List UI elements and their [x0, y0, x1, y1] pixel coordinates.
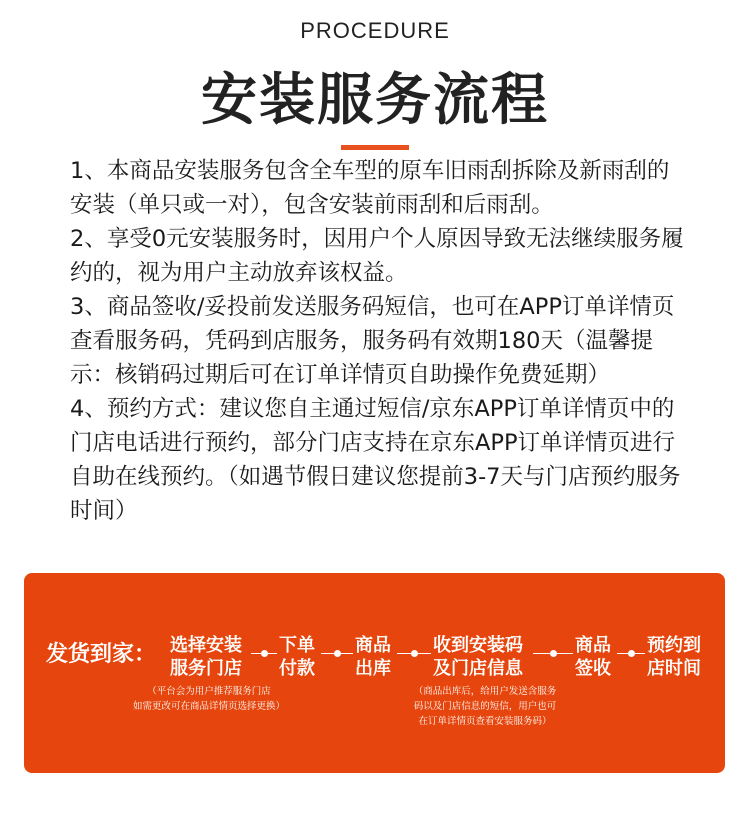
page-title: 安装服务流程	[201, 68, 549, 133]
flow-connector	[533, 653, 573, 654]
flow-note-line: （商品出库后，给用户发送含服务	[413, 686, 557, 697]
flow-note-store	[123, 684, 295, 714]
flow-step-line1: 商品	[575, 635, 611, 656]
flow-note-line: （平台会为用户推荐服务门店	[147, 686, 271, 697]
flow-note-line: 在订单详情页查看安装服务码）	[418, 716, 552, 727]
flow-step-line1: 选择安装	[170, 635, 242, 656]
term-paragraph-3: 3、商品签收/妥投前发送服务码短信，也可在APP订单详情页查看服务码，凭码到店服务，服务码有效期180天（温馨提示：核销码过期后可在订单详情页自助操作免费延期）	[70, 294, 675, 388]
flow-lead-label: 发货到家：	[46, 642, 157, 667]
section-eyebrow: PROCEDURE	[300, 18, 450, 43]
flow-step-line2: 服务门店	[170, 658, 242, 679]
flow-connector	[397, 653, 431, 654]
title-divider	[341, 145, 409, 150]
term-paragraph-2: 2、享受0元安装服务时，因用户个人原因导致无法继续服务履约的，视为用户主动放弃该权益。	[70, 226, 684, 286]
term-paragraph-1: 1、本商品安装服务包含全车型的原车旧雨刮拆除及新雨刮的安装（单只或一对），包含安装前雨刮和后雨刮。	[70, 158, 670, 218]
flow-step-order-pay	[279, 634, 315, 680]
flow-connector	[321, 653, 353, 654]
flow-step-sign-receipt	[575, 634, 611, 680]
terms-body	[70, 154, 690, 528]
flow-step-line1: 下单	[279, 635, 315, 656]
flow-step-line1: 预约到	[647, 635, 701, 656]
flow-step-line2: 付款	[279, 658, 315, 679]
flow-step-ship-out	[355, 634, 391, 680]
term-paragraph-4: 4、预约方式：建议您自主通过短信/京东APP订单详情页中的门店电话进行预约，部分门店支持在京东APP订单详情页进行自助在线预约。（如遇节假日建议您提前3-7天与门店预约服务时间）	[70, 396, 681, 524]
flow-step-line1: 商品	[355, 635, 391, 656]
flow-step-receive-code	[433, 634, 523, 680]
flow-connector	[617, 653, 645, 654]
flow-step-line1: 收到安装码	[433, 635, 523, 656]
flow-note-line: 如需更改可在商品详情页选择更换）	[132, 701, 285, 712]
flow-step-select-store	[170, 634, 242, 680]
flow-step-line2: 店时间	[647, 658, 701, 679]
flow-step-line2: 出库	[355, 658, 391, 679]
flow-step-line2: 签收	[575, 658, 611, 679]
flow-connector	[251, 653, 277, 654]
flow-note-line: 码以及门店信息的短信，用户也可	[413, 701, 557, 712]
flow-note-code	[403, 684, 567, 729]
flow-step-line2: 及门店信息	[433, 658, 523, 679]
flow-step-book-time	[647, 634, 701, 680]
